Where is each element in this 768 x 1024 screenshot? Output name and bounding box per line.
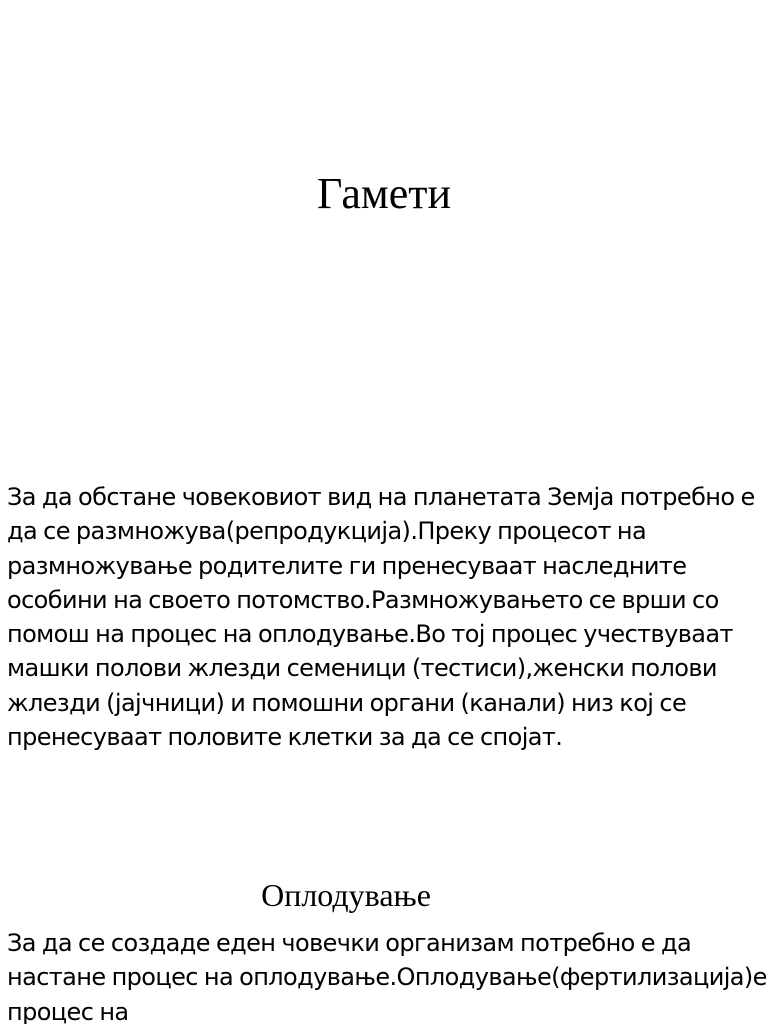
intro-paragraph: За да обстане човековиот вид на планетата Земја потребно е да се размножува(репродукција).Преку процесот на размножување родителите ги пренесуваат наследните особини на своето потомство.Размножувањето се врши со помош на процес на оплодување.Во тој процес учествуваат машки полови жлезди семеници (тестиси),женски полови жлезди (јајчници) и помошни органи (канали) низ кој се пренесуваат половите клетки за да се спојат. [7, 483, 755, 752]
page-title: Гамети [316, 169, 452, 218]
section-heading: Оплодување [261, 877, 431, 913]
section-paragraph: За да се создаде еден човечки организам потребно е да настане процес на оплодување.Оплодување(фертилизација)е процес на [7, 929, 767, 1024]
